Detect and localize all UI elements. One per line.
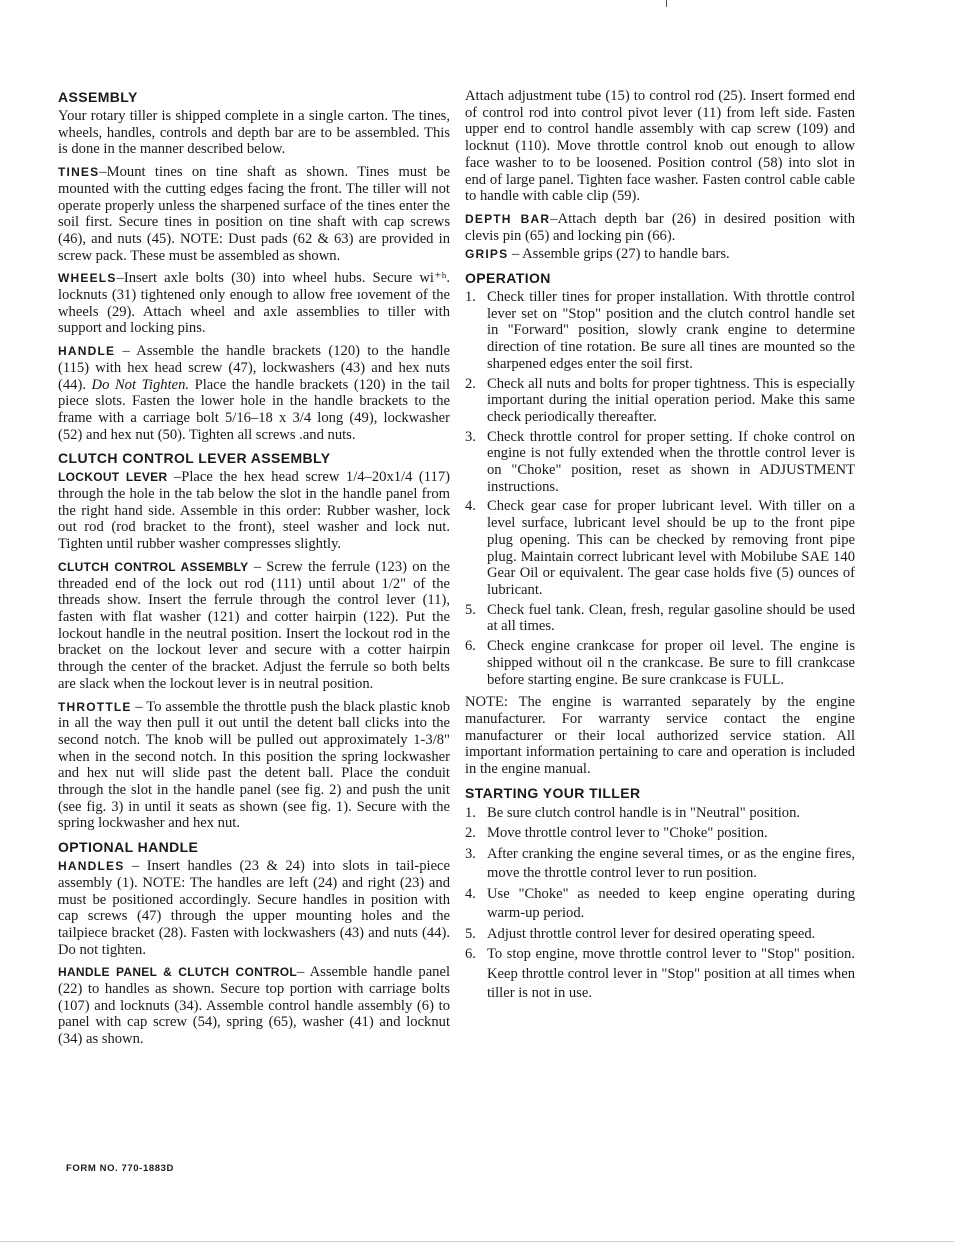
throttle-text: – To assemble the throttle push the black plastic knob in all the way then pull it out until the detent ball clicks into the second notch. The knob will be pulled out approximately 1-3/8" when in the second notch. In this position the spring lockwasher and hex nut will slide past the detent ball. Place the conduit through the slot in the handle panel (see fig. 2) and push the unit (see fig. 3) in until it seats as shown (see fig. 1). Secure with the spring lockwasher and hex nut. <box>58 698 450 832</box>
grips-paragraph <box>465 246 855 263</box>
clutch-control-label: CLUTCH CONTROL ASSEMBLY <box>58 559 249 574</box>
list-item: 5. Adjust throttle control lever for desired operating speed. <box>465 925 816 942</box>
scan-mark <box>666 0 667 7</box>
list-item: 3. Check throttle control for proper setting. If choke control on engine is not fully extended when the throttle control lever is on "Choke" position, reset as shown in ADJUSTMENT instructions. <box>465 428 855 495</box>
list-item: 1. Be sure clutch control handle is in "Neutral" position. <box>465 804 801 821</box>
lockout-text: –Place the hex head screw 1/4–20x1/4 (117) through the hole in the tab below the slot in the handle panel from the right hand side. Assemble in this order: Rubber washer, lock out rod (rod bracket to the front), steel washer and lock nut. Tighten until rubber washer compresses slightly. <box>58 469 450 553</box>
form-number: FORM NO. 770-1883D <box>66 1163 174 1174</box>
handles-paragraph <box>58 858 450 958</box>
throttle-paragraph <box>58 699 450 833</box>
engine-note: NOTE: The engine is warranted separately by the engine manufacturer. For warranty service contact the engine manufacturer or their local authorized service station. All important information pertaining to care and operation is included in the engine manual. <box>465 694 855 778</box>
right-column <box>465 88 855 1010</box>
clutch-control-text: – Screw the ferrule (123) on the threaded end of the lock out rod (111) until about 1/2" of the threads show. Insert the ferrule through the control lever (11), fasten with flat washer (121) and cotter hairpin (122). Put the lockout handle in the neutral position. Insert the lockout rod in the bracket on the lockout lever and secure with a cotter hairpin through the center of the bracket. Adjust the ferrule so both belts are slack when the lockout lever is in neutral position. <box>58 558 450 692</box>
handles-label: HANDLES <box>58 859 125 874</box>
handle-text-2: Place the handle brackets (120) in the tail piece slots. Fasten the lower hole in the handle brackets to the frame with a carriage bolt 5/16–18 x 3/4 long (49), lockwasher (52) and hex nut (50). Tighten all screws .and nuts. <box>58 376 450 443</box>
handle-panel-paragraph <box>58 964 450 1048</box>
handle-panel-text: – Assemble handle panel (22) to handles as shown. Secure top portion with carriage bolts (107) and locknuts (34). Assemble control handle assembly (6) to panel with cap screw (54), spring (65), washer (41) and locknut (34) as shown. <box>58 964 450 1048</box>
list-item: 2. Check all nuts and bolts for proper tightness. This is especially important during the initial operation period. Make this same check periodically thereafter. <box>465 375 855 425</box>
list-item: 6. Check engine crankcase for proper oil level. The engine is shipped without oil n the crankcase. Be sure to fill crankcase before starting engine. Be sure crankcase is FULL. <box>465 638 855 688</box>
depth-bar-text: –Attach depth bar (26) in desired position with clevis pin (65) and locking pin (66). <box>465 210 855 244</box>
handles-text: – Insert handles (23 & 24) into slots in tail-piece assembly (1). NOTE: The handles are left (24) and right (23) and must be positioned accordingly. Secure handles in position with cap screws (47) through the upper mounting holes and the tailpiece bracket (28). Fasten with lockwashers (43) and nuts (44). Do not tighten. <box>58 858 450 958</box>
handle-text-1: – Assemble the handle brackets (120) to the handle (115) with hex head screw (47), lockwashers (43) and hex nuts (44). <box>58 343 450 393</box>
wheels-label: WHEELS <box>58 271 117 286</box>
attach-paragraph: Attach adjustment tube (15) to control rod (25). Insert formed end of control rod into control pivot lever (11) from left side. Fasten upper end to control handle assembly with cap screw (109) and locknut (110). Move throttle control knob out enough to allow face washer to to be loosened. Position control (58) into slot in end of large panel. Tighten face washer. Fasten control cable cable to handle with cable clip (59). <box>465 88 855 205</box>
lockout-label: LOCKOUT LEVER <box>58 470 168 485</box>
starting-list <box>465 804 855 1004</box>
page-edge-divider <box>0 1241 954 1242</box>
tines-paragraph <box>58 164 450 264</box>
list-item: 6. To stop engine, move throttle control lever to "Stop" position. Keep throttle control lever in "Stop" position at all times when tiller is not in use. <box>465 946 855 1002</box>
handle-panel-label: HANDLE PANEL & CLUTCH CONTROL <box>58 965 297 980</box>
assembly-heading: ASSEMBLY <box>58 89 138 105</box>
assembly-intro: Your rotary tiller is shipped complete in a single carton. The tines, wheels, handles, controls and depth bar are to be assembled. This is done in the manner described below. <box>58 108 450 158</box>
left-column <box>58 88 450 1054</box>
handle-italic: Do Not Tighten. <box>91 376 190 393</box>
handle-paragraph <box>58 343 450 443</box>
lockout-paragraph <box>58 469 450 553</box>
clutch-control-paragraph <box>58 559 450 693</box>
wheels-text: –Insert axle bolts (30) into wheel hubs. Secure wi⁺ʰ. locknuts (31) tightened only enough to allow free ıovement of the wheels (29). Attach wheel and axle assemblies to tiller with support and locking pins. <box>58 270 450 337</box>
depth-bar-paragraph <box>465 211 855 244</box>
grips-label: GRIPS <box>465 247 509 262</box>
tines-label: TINES <box>58 165 100 180</box>
starting-heading: STARTING YOUR TILLER <box>465 784 641 801</box>
clutch-heading: CLUTCH CONTROL LEVER ASSEMBLY <box>58 450 331 467</box>
handle-label: HANDLE <box>58 344 116 359</box>
list-item: 5. Check fuel tank. Clean, fresh, regular gasoline should be used at all times. <box>465 601 855 635</box>
depth-bar-label: DEPTH BAR <box>465 211 551 226</box>
operation-heading: OPERATION <box>465 270 551 287</box>
wheels-paragraph <box>58 270 450 337</box>
list-item: 2. Move throttle control lever to "Choke" position. <box>465 825 768 842</box>
list-item: 4. Check gear case for proper lubricant level. With tiller on a level surface, lubricant level should be up to the front pipe plug opening. This can be checked by removing front pipe plug. Maintain correct lubricant level with Mobilube SAE 140 Gear Oil or equivalent. The gear case holds five (5) ounces of lubricant. <box>465 498 855 598</box>
grips-text: – Assemble grips (27) to handle bars. <box>508 246 730 263</box>
optional-heading: OPTIONAL HANDLE <box>58 839 199 856</box>
list-item: 3. After cranking the engine several times, or as the engine fires, move the throttle control lever to run position. <box>465 845 855 882</box>
list-item: 4. Use "Choke" as needed to keep engine operating during warm-up period. <box>465 885 855 922</box>
operation-list <box>465 289 855 688</box>
tines-text: –Mount tines on tine shaft as shown. Tines must be mounted with the cutting edges facing the front. The tiller will not operate properly unless the sharpened surface of the tines enter the soil first. Secure tines in position on tine shaft with cap screws (46), and nuts (45). NOTE: Dust pads (62 & 63) are provided in screw pack. These must be assembled as shown. <box>58 164 450 264</box>
list-item: 1. Check tiller tines for proper installation. With throttle control lever set on "Stop" position and the clutch control handle set in "Forward" position, slowly crank engine to determine direction of tine rotation. Be sure all tines are mounted so the sharpened edges enter the soil first. <box>465 289 855 372</box>
throttle-label: THROTTLE <box>58 699 132 714</box>
